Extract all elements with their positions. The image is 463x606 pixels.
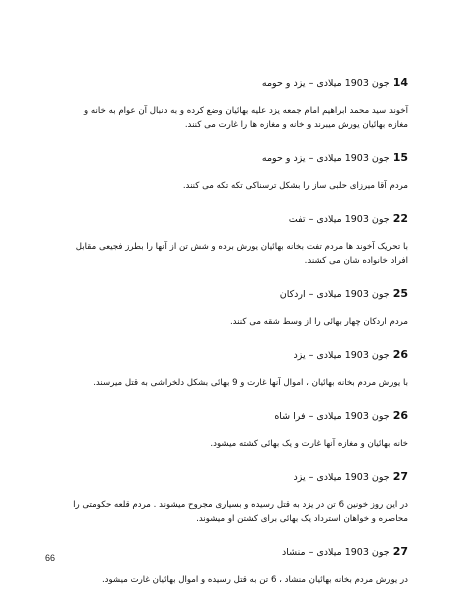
entry-day: 22 bbox=[392, 212, 408, 225]
entry-date-rest: جون 1903 میلادی – یزد و حومه bbox=[261, 78, 390, 89]
entry-text: مردم اردکان چهار بهائی را از وسط شقه می کنند. bbox=[229, 317, 408, 327]
entry-date-rest: جون 1903 میلادی – یزد bbox=[293, 350, 390, 361]
entry-day: 27 bbox=[392, 470, 408, 483]
entry bbox=[72, 348, 408, 390]
entry-date-rest: جون 1903 میلادی – منشاد bbox=[282, 547, 390, 558]
entry-day: 25 bbox=[392, 287, 408, 300]
entry-text: مردم آقا میرزای حلبی ساز را بشکل ترسناکی تکه تکه می کنند. bbox=[182, 181, 408, 191]
entry bbox=[72, 409, 408, 451]
entry-date bbox=[72, 470, 408, 484]
entry bbox=[72, 287, 408, 329]
entry-date-rest: جون 1903 میلادی – یزد و حومه bbox=[261, 153, 390, 164]
entry-day: 14 bbox=[392, 76, 408, 89]
entry-text: در یورش مردم بخانه بهائیان منشاد ، 6 تن به قتل رسیده و اموال بهائیان غارت میشود. bbox=[101, 575, 408, 585]
entries-list bbox=[72, 76, 408, 606]
page-number: 66 bbox=[45, 553, 56, 563]
entry-date bbox=[72, 348, 408, 362]
entry-text: آخوند سید محمد ابراهیم امام جمعه یزد علیه بهائیان وضع کرده و به دنبال آن عوام به خانه و مغازه بهائیان یورش میبرند و خانه و مغازه ها را غارت می کنند. bbox=[84, 106, 408, 130]
entry-day: 15 bbox=[392, 151, 408, 164]
entry-day: 26 bbox=[392, 409, 408, 422]
entry-date-rest: جون 1903 میلادی – اردکان bbox=[279, 289, 390, 300]
entry bbox=[72, 76, 408, 132]
entry bbox=[72, 151, 408, 193]
entry-date bbox=[72, 212, 408, 226]
entry-day: 26 bbox=[392, 348, 408, 361]
entry-date bbox=[72, 409, 408, 423]
entry-date bbox=[72, 151, 408, 165]
entry-date bbox=[72, 287, 408, 301]
entry-text: در این روز خونین 6 تن در یزد به قتل رسیده و بسیاری مجروح میشوند . مردم قلعه حکومتی را محاصره و خواهان استرداد یک بهائی برای کشتن او میشوند. bbox=[73, 500, 408, 524]
entry-date bbox=[72, 545, 408, 559]
entry-text: خانه بهائیان و مغازه آنها غارت و یک بهائی کشته میشود. bbox=[210, 439, 408, 449]
entry-text: با یورش مردم بخانه بهائیان ، اموال آنها غارت و 9 بهائی بشکل دلخراشی به قتل میرسند. bbox=[93, 378, 408, 388]
entry-text: با تحریک آخوند ها مردم تفت بخانه بهائیان یورش برده و شش تن از آنها را بطرز فجیعی مقابل افراد خانواده شان می کشند. bbox=[75, 242, 408, 266]
entry-date-rest: جون 1903 میلادی – فرا شاه bbox=[274, 411, 390, 422]
entry bbox=[72, 212, 408, 268]
entry-date-rest: جون 1903 میلادی – تفت bbox=[288, 214, 390, 225]
entry-day: 27 bbox=[392, 545, 408, 558]
entry-date bbox=[72, 76, 408, 90]
entry-date-rest: جون 1903 میلادی – یزد bbox=[293, 472, 390, 483]
entry bbox=[72, 470, 408, 526]
entry bbox=[72, 545, 408, 587]
